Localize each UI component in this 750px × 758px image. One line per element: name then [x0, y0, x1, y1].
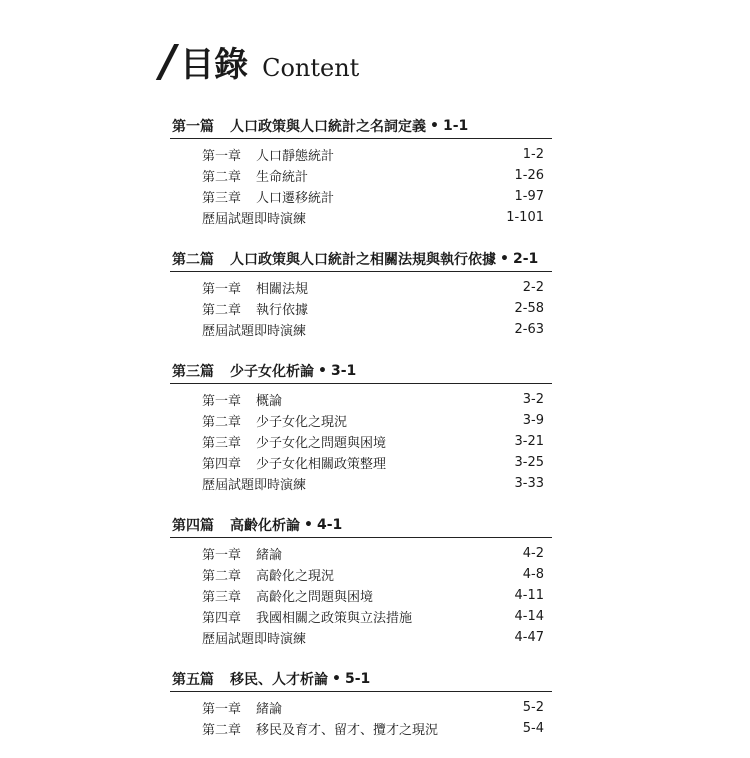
chapter-number: 第二章	[202, 569, 242, 584]
chapter-title: 執行依據	[256, 303, 309, 318]
part-heading[interactable]	[172, 513, 544, 537]
chapter-title: 高齡化之現況	[256, 569, 335, 584]
chapter-entry[interactable]	[172, 543, 544, 564]
bullet-icon: •	[318, 363, 327, 379]
chapter-page-number: 1-2	[522, 147, 544, 162]
part-title: 少子女化析論	[230, 364, 314, 380]
part-heading[interactable]	[172, 359, 544, 383]
chapter-number: 第四章	[202, 457, 242, 472]
chapter-page-number: 1-97	[514, 189, 544, 204]
chapter-number: 第二章	[202, 303, 242, 318]
chapter-number: 第三章	[202, 590, 242, 605]
chapter-entry[interactable]	[172, 718, 544, 739]
chapter-page-number: 5-4	[522, 721, 544, 736]
toc-part	[172, 359, 544, 494]
chapter-title: 相關法規	[256, 282, 309, 297]
chapter-title: 歷屆試題即時演練	[202, 632, 307, 647]
title-slash: /	[160, 36, 177, 87]
part-page-number: 5-1	[344, 671, 371, 687]
chapter-entry[interactable]	[172, 389, 544, 410]
chapter-title: 高齡化之問題與困境	[256, 590, 374, 605]
toc-part	[172, 114, 544, 228]
chapter-number: 第二章	[202, 723, 242, 738]
part-divider	[170, 691, 552, 692]
part-heading[interactable]	[172, 667, 544, 691]
chapter-title: 少子女化之現況	[256, 415, 348, 430]
chapter-number: 第一章	[202, 149, 242, 164]
chapter-title: 我國相關之政策與立法措施	[256, 611, 413, 626]
chapter-title: 概論	[256, 394, 283, 409]
bullet-icon: •	[304, 517, 313, 533]
title-english: Content	[262, 54, 360, 82]
part-title: 人口政策與人口統計之名詞定義	[230, 119, 426, 135]
chapter-entry[interactable]	[172, 473, 544, 494]
chapter-title: 歷屆試題即時演練	[202, 478, 307, 493]
part-divider	[170, 138, 552, 139]
chapter-number: 第一章	[202, 702, 242, 717]
part-page-number: 4-1	[316, 517, 343, 533]
chapter-page-number: 3-21	[514, 434, 544, 449]
part-heading[interactable]	[172, 247, 544, 271]
chapter-number: 第四章	[202, 611, 242, 626]
chapter-page-number: 4-11	[514, 588, 544, 603]
chapter-number: 第一章	[202, 282, 242, 297]
chapter-page-number: 4-47	[514, 630, 544, 645]
part-divider	[170, 537, 552, 538]
chapter-entry[interactable]	[172, 165, 544, 186]
chapter-page-number: 3-2	[522, 392, 544, 407]
toc-part	[172, 247, 544, 340]
chapter-entry[interactable]	[172, 606, 544, 627]
chapter-number: 第三章	[202, 436, 242, 451]
chapter-page-number: 3-33	[514, 476, 544, 491]
chapter-number: 第一章	[202, 394, 242, 409]
chapter-number: 第二章	[202, 170, 242, 185]
table-of-contents	[172, 114, 544, 758]
chapter-title: 歷屆試題即時演練	[202, 212, 307, 227]
chapter-page-number: 2-63	[514, 322, 544, 337]
part-number: 第三篇	[172, 364, 214, 380]
title-chinese: 目錄	[180, 45, 249, 85]
chapter-entry[interactable]	[172, 410, 544, 431]
chapter-page-number: 3-25	[514, 455, 544, 470]
chapter-page-number: 1-101	[506, 210, 544, 225]
bullet-icon: •	[500, 251, 509, 267]
bullet-icon: •	[430, 118, 439, 134]
part-page-number: 2-1	[512, 251, 539, 267]
chapter-entry[interactable]	[172, 627, 544, 648]
chapter-title: 人口遷移統計	[256, 191, 335, 206]
chapter-entry[interactable]	[172, 277, 544, 298]
chapter-entry[interactable]	[172, 298, 544, 319]
chapter-title: 緒論	[256, 548, 283, 563]
toc-part	[172, 513, 544, 648]
part-number: 第一篇	[172, 119, 214, 135]
chapter-entry[interactable]	[172, 144, 544, 165]
part-number: 第五篇	[172, 672, 214, 688]
bullet-icon: •	[332, 671, 341, 687]
chapter-page-number: 5-2	[522, 700, 544, 715]
chapter-page-number: 2-2	[522, 280, 544, 295]
part-heading[interactable]	[172, 114, 544, 138]
chapter-number: 第一章	[202, 548, 242, 563]
part-divider	[170, 383, 552, 384]
chapter-page-number: 4-2	[522, 546, 544, 561]
chapter-entry[interactable]	[172, 431, 544, 452]
chapter-entry[interactable]	[172, 564, 544, 585]
chapter-entry[interactable]	[172, 697, 544, 718]
page-title	[160, 36, 360, 87]
toc-part	[172, 667, 544, 739]
chapter-entry[interactable]	[172, 207, 544, 228]
chapter-title: 生命統計	[256, 170, 309, 185]
chapter-title: 人口靜態統計	[256, 149, 335, 164]
chapter-entry[interactable]	[172, 452, 544, 473]
chapter-entry[interactable]	[172, 186, 544, 207]
part-title: 人口政策與人口統計之相關法規與執行依據	[230, 252, 496, 268]
chapter-title: 移民及育才、留才、攬才之現況	[256, 723, 439, 738]
chapter-entry[interactable]	[172, 319, 544, 340]
chapter-page-number: 2-58	[514, 301, 544, 316]
part-number: 第二篇	[172, 252, 214, 268]
part-number: 第四篇	[172, 518, 214, 534]
chapter-entry[interactable]	[172, 585, 544, 606]
chapter-page-number: 4-8	[522, 567, 544, 582]
part-page-number: 1-1	[442, 118, 469, 134]
part-divider	[170, 271, 552, 272]
chapter-title: 緒論	[256, 702, 283, 717]
chapter-number: 第三章	[202, 191, 242, 206]
part-page-number: 3-1	[330, 363, 357, 379]
chapter-title: 歷屆試題即時演練	[202, 324, 307, 339]
chapter-title: 少子女化之問題與困境	[256, 436, 387, 451]
chapter-page-number: 4-14	[514, 609, 544, 624]
chapter-title: 少子女化相關政策整理	[256, 457, 387, 472]
part-title: 移民、人才析論	[230, 672, 328, 688]
chapter-page-number: 3-9	[522, 413, 544, 428]
chapter-page-number: 1-26	[514, 168, 544, 183]
chapter-number: 第二章	[202, 415, 242, 430]
part-title: 高齡化析論	[230, 518, 300, 534]
